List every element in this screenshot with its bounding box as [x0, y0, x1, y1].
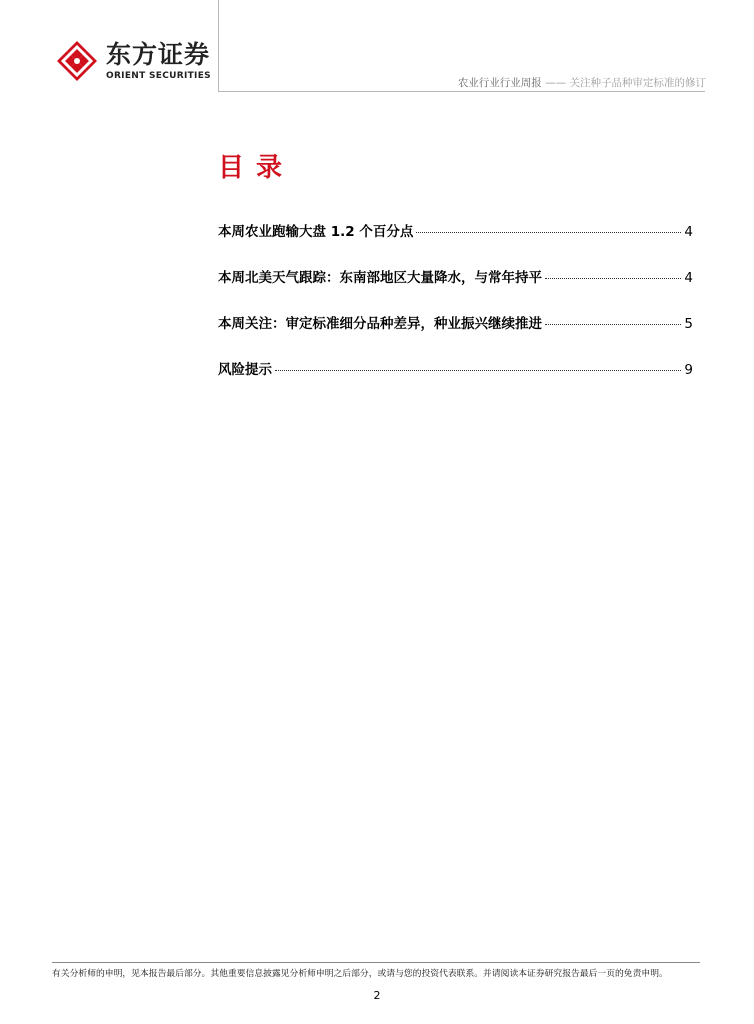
- page-number: 2: [373, 989, 381, 1002]
- toc-entry-page[interactable]: 5: [684, 316, 693, 332]
- toc-entry-page[interactable]: 4: [684, 270, 693, 286]
- report-subtitle: 关注种子品种审定标准的修订: [569, 77, 706, 89]
- toc-entry-title[interactable]: 风险提示: [218, 362, 272, 378]
- table-of-contents: [218, 220, 693, 404]
- toc-leader-dots: [545, 278, 681, 279]
- toc-heading: 目录: [218, 153, 295, 183]
- orient-logo-icon: [56, 40, 98, 82]
- toc-entry[interactable]: [218, 312, 693, 334]
- report-header-title: [458, 75, 706, 90]
- toc-leader-dots: [416, 232, 681, 233]
- toc-entry-page[interactable]: 9: [684, 362, 693, 378]
- toc-entry-title[interactable]: 本周北美天气跟踪：东南部地区大量降水，与常年持平: [218, 270, 542, 286]
- header-vertical-divider: [218, 0, 219, 91]
- company-logo: [56, 40, 211, 82]
- toc-entry[interactable]: [218, 220, 693, 242]
- toc-entry-title[interactable]: 本周关注：审定标准细分品种差异，种业振兴继续推进: [218, 316, 542, 332]
- footer-divider: [52, 962, 700, 963]
- toc-entry[interactable]: [218, 358, 693, 380]
- toc-entry[interactable]: [218, 266, 693, 288]
- toc-leader-dots: [275, 370, 681, 371]
- toc-entry-title[interactable]: 本周农业跑输大盘 1.2 个百分点: [218, 224, 414, 240]
- footer-disclaimer: 有关分析师的申明，见本报告最后部分。其他重要信息披露见分析师申明之后部分，或请与您的投资代表联系。并请阅读本证券研究报告最后一页的免责申明。: [52, 969, 668, 979]
- logo-chinese-name: 东方证券: [106, 40, 211, 69]
- logo-english-name: ORIENT SECURITIES: [106, 71, 211, 81]
- report-type: 农业行业行业周报: [457, 77, 542, 89]
- toc-leader-dots: [545, 324, 681, 325]
- header-horizontal-divider: [218, 91, 705, 92]
- header-separator: ——: [545, 77, 567, 89]
- toc-entry-page[interactable]: 4: [684, 224, 693, 240]
